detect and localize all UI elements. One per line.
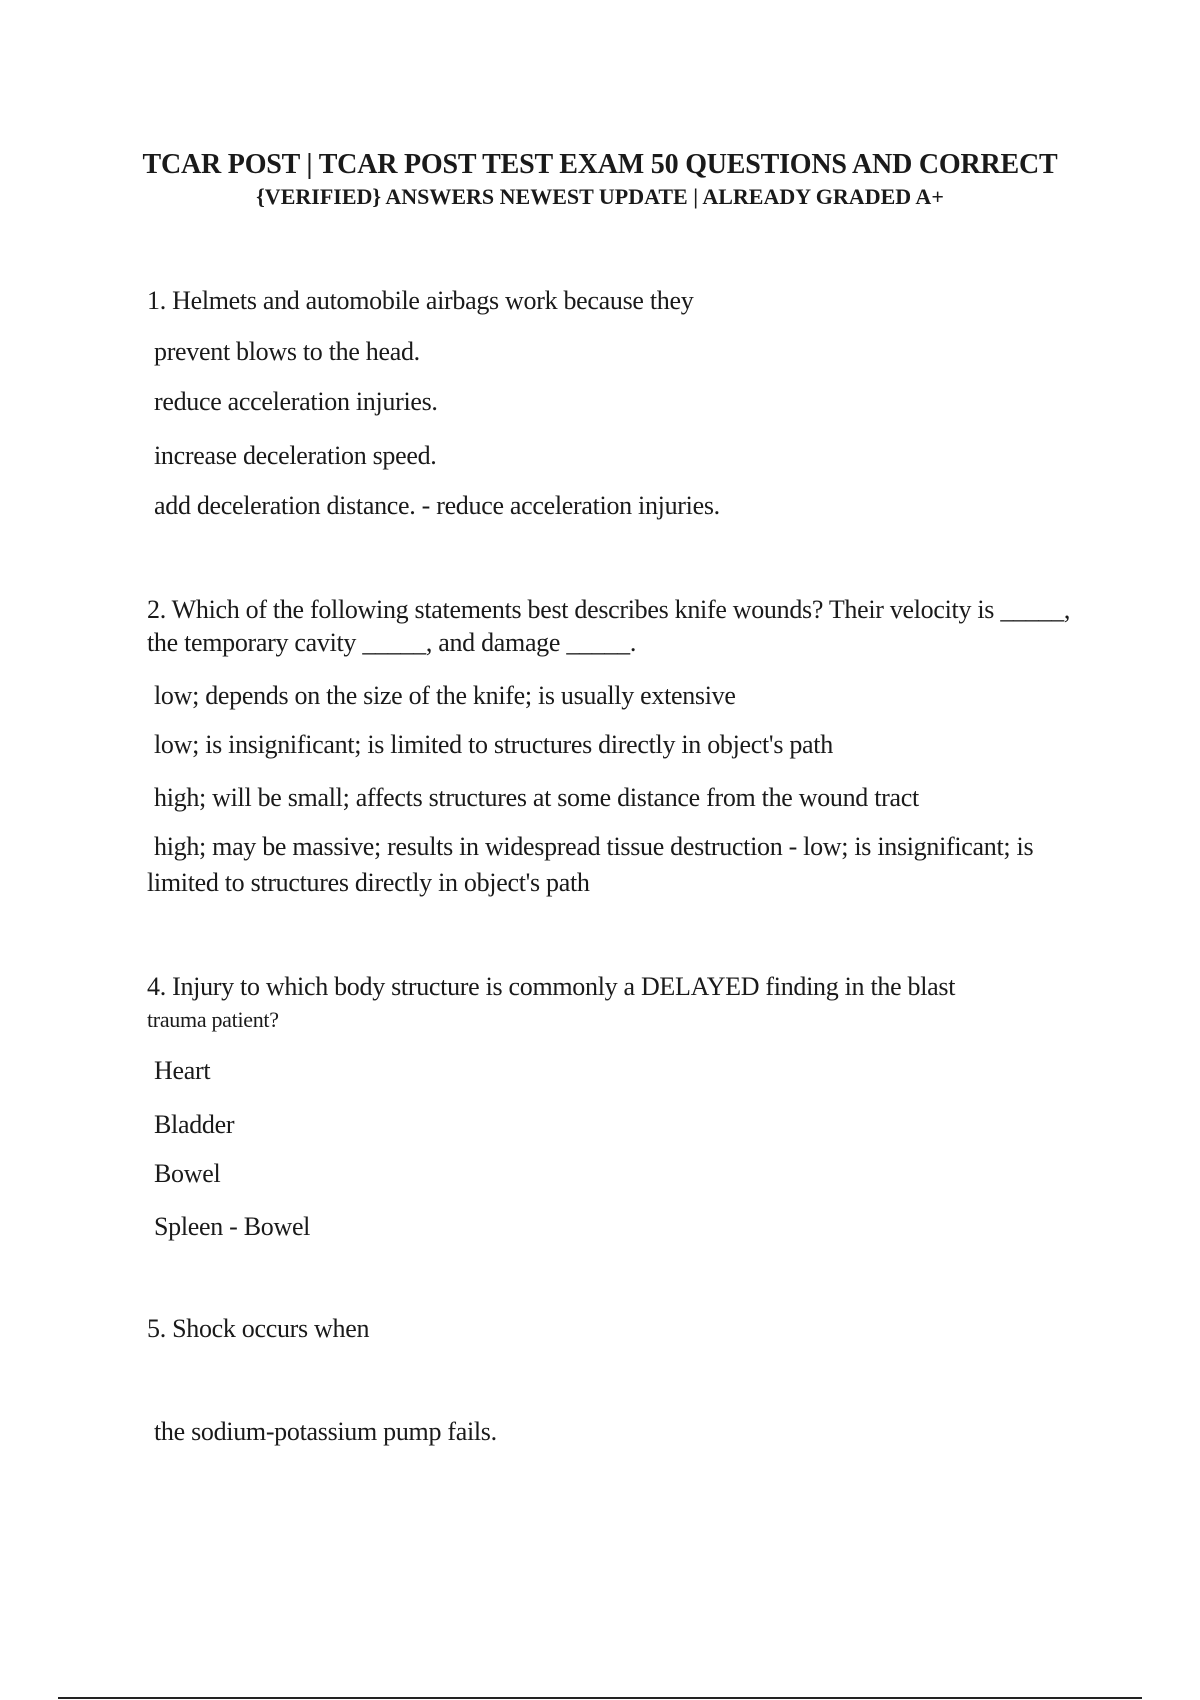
- question-5-text: 5. Shock occurs when: [147, 1314, 370, 1343]
- question-4-option-a: Heart: [154, 1056, 211, 1085]
- question-4-option-b: Bladder: [154, 1110, 235, 1139]
- question-1-option-c: increase deceleration speed.: [154, 441, 437, 470]
- question-5-option-a: the sodium-potassium pump fails.: [154, 1417, 497, 1446]
- question-2-option-a: low; depends on the size of the knife; is usually extensive: [154, 681, 736, 710]
- question-4-text-line2: trauma patient?: [147, 1007, 279, 1032]
- question-1-option-a: prevent blows to the head.: [154, 337, 420, 366]
- question-2-option-d: high; may be massive; results in widespread tissue destruction - low; is insignificant; is limited to structures directly in object's path: [147, 832, 1034, 897]
- document-title: TCAR POST | TCAR POST TEST EXAM 50 QUESTIONS AND CORRECT: [142, 149, 1058, 180]
- question-2-option-b: low; is insignificant; is limited to structures directly in object's path: [154, 730, 833, 759]
- footer-divider: [58, 1697, 1142, 1699]
- question-2-option-c: high; will be small; affects structures at some distance from the wound tract: [154, 783, 919, 812]
- question-2-text: 2. Which of the following statements best describes knife wounds? Their velocity is _____, the temporary cavity _____, and damage _____.: [147, 595, 1071, 657]
- question-4-option-d: Spleen - Bowel: [154, 1212, 311, 1241]
- question-1-text: 1. Helmets and automobile airbags work because they: [147, 286, 694, 315]
- question-4-option-c: Bowel: [154, 1159, 221, 1188]
- question-1-option-d: add deceleration distance. - reduce acceleration injuries.: [154, 491, 720, 520]
- document-subtitle: {VERIFIED} ANSWERS NEWEST UPDATE | ALREADY GRADED A+: [256, 184, 944, 209]
- question-4-text-line1: 4. Injury to which body structure is commonly a DELAYED finding in the blast: [147, 972, 956, 1001]
- question-1-option-b: reduce acceleration injuries.: [154, 387, 438, 416]
- question-4-text: [147, 970, 1087, 1036]
